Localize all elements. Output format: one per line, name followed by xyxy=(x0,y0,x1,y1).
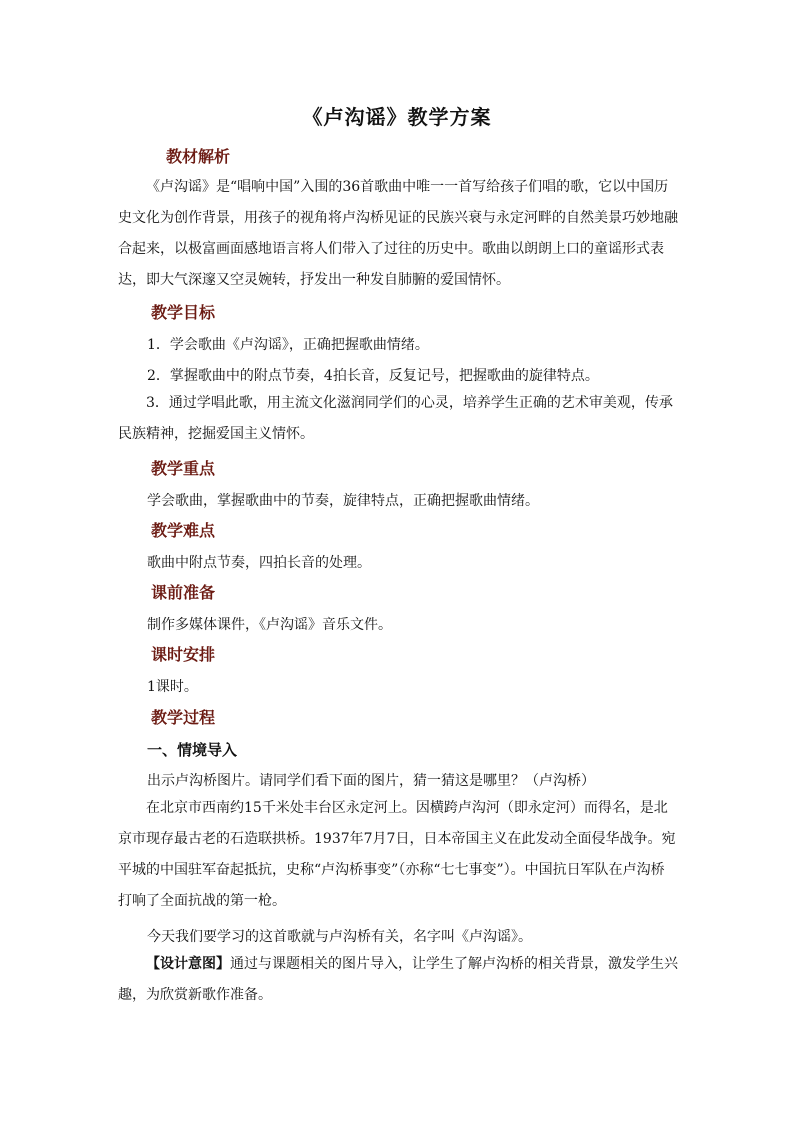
design-intent-text: 通过与课题相关的图片导入，让学生了解卢沟桥的相关背景，激发学生兴趣，为欣赏新歌作准备。 xyxy=(118,956,678,1003)
process-paragraph-2: 在北京市西南约15千米处丰台区永定河上。因横跨卢沟河（即永定河）而得名，是北京市现存最古老的石造联拱桥。1937年7月7日，日本帝国主义在此发动全面侵华战争。宛平城的中国驻军奋起抵抗，史称“卢沟桥事变”（亦称“七七事变”）。中国抗日军队在卢沟桥打响了全面抗战的第一枪。 xyxy=(118,800,676,909)
document-title: 《卢沟谣》教学方案 xyxy=(302,105,492,129)
heading-preparation: 课前准备 xyxy=(151,583,216,602)
goal-item-2: 2．掌握歌曲中的附点节奏，4拍长音，反复记号，把握歌曲的旋律特点。 xyxy=(147,368,599,384)
goal-item-1: 1．学会歌曲《卢沟谣》，正确把握歌曲情绪。 xyxy=(147,337,429,353)
process-step1-title: 一、情境导入 xyxy=(147,741,238,759)
heading-key-points: 教学重点 xyxy=(151,459,216,478)
design-intent-label: 【设计意图】 xyxy=(146,956,230,972)
goal-item-3: 3．通过学唱此歌，用主流文化滋润同学们的心灵，培养学生正确的艺术审美观，传承民族精神，挖掘爱国主义情怀。 xyxy=(118,395,673,442)
schedule-text: 1课时。 xyxy=(147,679,198,695)
difficulties-text: 歌曲中附点节奏，四拍长音的处理。 xyxy=(147,555,371,571)
process-paragraph-1: 出示卢沟桥图片。请同学们看下面的图片，猜一猜这是哪里？（卢沟桥） xyxy=(147,773,595,789)
heading-difficulties: 教学难点 xyxy=(151,521,216,540)
key-points-text: 学会歌曲，掌握歌曲中的节奏，旋律特点，正确把握歌曲情绪。 xyxy=(147,493,539,509)
heading-goals: 教学目标 xyxy=(151,303,216,322)
process-paragraph-4 xyxy=(118,949,678,1011)
heading-process: 教学过程 xyxy=(151,708,216,727)
analysis-paragraph: 《卢沟谣》是“唱响中国”入围的36首歌曲中唯一一首写给孩子们唱的歌，它以中国历史文化为创作背景，用孩子的视角将卢沟桥见证的民族兴衰与永定河畔的自然美景巧妙地融合起来，以极富画面感地语言将人们带入了过往的历史中。歌曲以朗朗上口的童谣形式表达，即大气深邃又空灵婉转，抒发出一种发自肺腑的爱国情怀。 xyxy=(118,179,678,288)
process-paragraph-3: 今天我们要学习的这首歌就与卢沟桥有关，名字叫《卢沟谣》。 xyxy=(147,929,532,945)
heading-analysis: 教材解析 xyxy=(166,147,231,166)
preparation-text: 制作多媒体课件，《卢沟谣》音乐文件。 xyxy=(147,617,392,633)
heading-schedule: 课时安排 xyxy=(151,645,216,664)
